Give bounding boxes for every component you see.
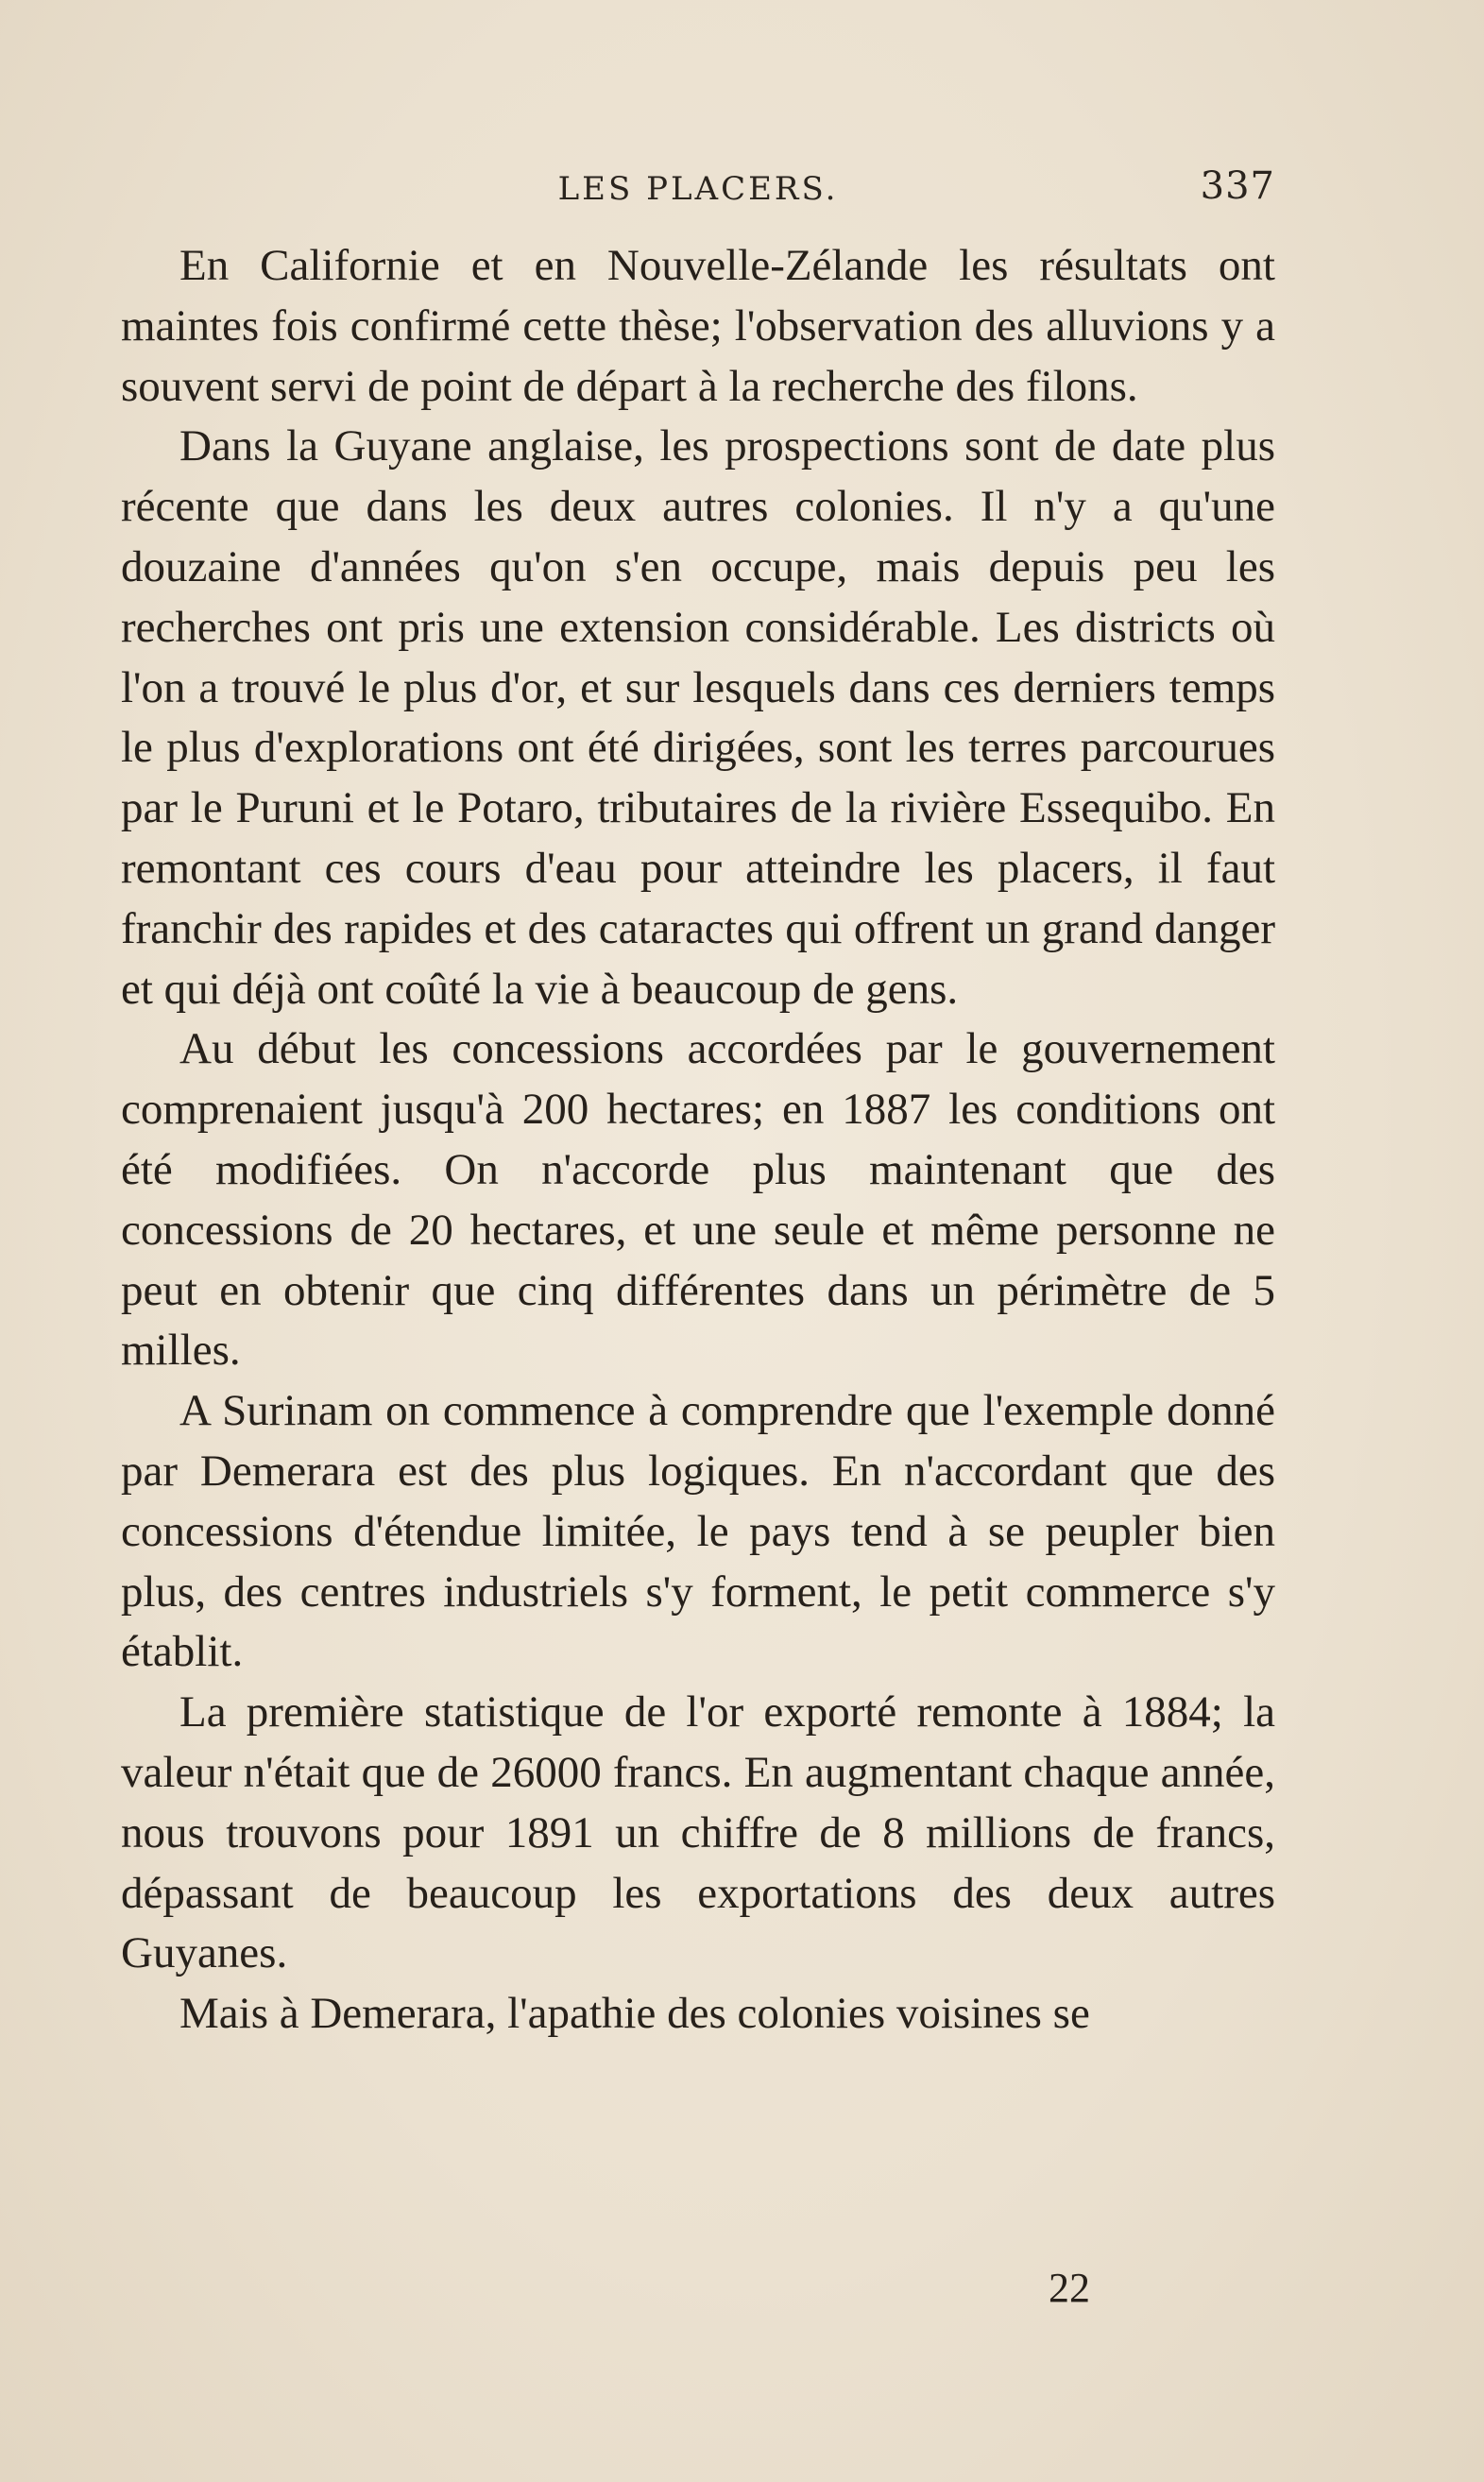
paragraph-californie: En Californie et en Nouvelle-Zélande les résultats ont maintes fois confirmé cette thèse; l'observation des alluvions y a souvent servi de point de départ à la recherche des filons.	[121, 241, 1275, 411]
page-number: 337	[1200, 164, 1275, 208]
paragraph-concessions: Au début les concessions accordées par le gouvernement comprenaient jusqu'à 200 hectares; en 1887 les conditions ont été modifiées. On n'accorde plus maintenant que des concessions de 20 hectares, et une seule et même personne ne peut en obtenir que cinq différentes dans un périmètre de 5 milles.	[121, 1024, 1275, 1376]
paragraph-guyane-anglaise: Dans la Guyane anglaise, les prospections sont de date plus récente que dans les deux autres colonies. Il n'y a qu'une douzaine d'années qu'on s'en occupe, mais depuis peu les recherches ont pris une extension considérable. Les districts où l'on a trouvé le plus d'or, et sur lesquels dans ces derniers temps le plus d'explorations ont été dirigées, sont les terres parcourues par le Puruni et le Potaro, tributaires de la rivière Essequibo. En remontant ces cours d'eau pour atteindre les placers, il faut franchir des rapides et des cataractes qui offrent un grand danger et qui déjà ont coûté la vie à beaucoup de gens.	[121, 421, 1275, 1014]
paragraph-demerara: Mais à Demerara, l'apathie des colonies voisines se	[179, 1989, 1090, 2039]
paragraph-surinam: A Surinam on commence à comprendre que l'exemple donné par Demerara est des plus logiques. En n'accordant que des concessions d'étendue limitée, le pays tend à se peupler bien plus, des centres industriels s'y forment, le petit commerce s'y établit.	[121, 1386, 1275, 1677]
paragraph-statistique: La première statistique de l'or exporté remonte à 1884; la valeur n'était que de 26000 francs. En augmentant chaque année, nous trouvons pour 1891 un chiffre de 8 millions de francs, dépassant de beaucoup les exportations des deux autres Guyanes.	[121, 1687, 1275, 1978]
body-text	[121, 236, 1275, 2045]
signature-mark: 22	[1049, 2265, 1090, 2311]
running-title: LES PLACERS.	[557, 170, 839, 208]
running-head	[121, 163, 1275, 219]
